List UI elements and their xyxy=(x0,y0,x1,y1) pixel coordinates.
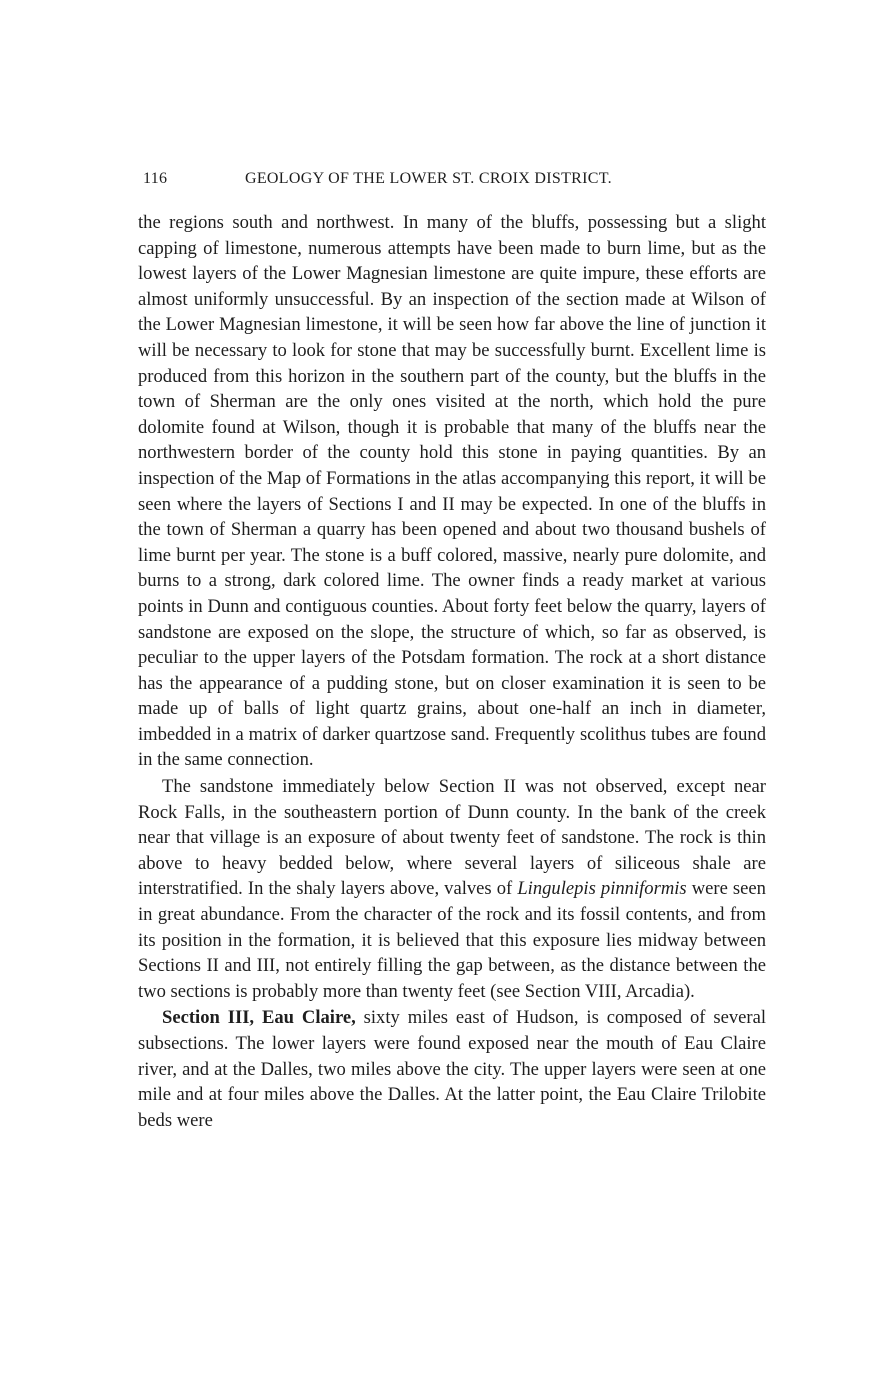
section-heading: Section III, Eau Claire, xyxy=(162,1007,356,1029)
page-number: 116 xyxy=(143,170,168,187)
paragraph-3 xyxy=(138,1005,766,1133)
paragraph-2-text-a: The sandstone immediately below Section II was not observed, except near Rock Falls, in the southeastern portion of Dunn county. In the bank of the creek near that village is an exposure of about twenty feet of sandstone. The rock is thin above to heavy bedded below, where several layers of siliceous shale are interstratified. In the shaly layers above, valves of xyxy=(138,776,766,900)
species-name: Lingulepis pinniformis xyxy=(517,878,687,900)
paragraph-1-text: the regions south and northwest. In many of the bluffs, possessing but a slight capping of limestone, numerous attempts have been made to burn lime, but as the lowest layers of the Lower Magnesian limestone are quite impure, these efforts are almost uniformly unsuccessful. By an inspection of the section made at Wilson of the Lower Magnesian limestone, it will be seen how far above the line of junction it will be necessary to look for stone that may be successfully burnt. Excellent lime is produced from this horizon in the southern part of the county, but the bluffs in the town of Sherman are the only ones visited at the north, which hold the pure dolomite found at Wilson, though it is probable that many of the bluffs near the northwestern border of the county hold this stone in paying quantities. By an inspection of the Map of Formations in the atlas accompanying this report, it will be seen where the layers of Sections I and II may be expected. In one of the bluffs in the town of Sherman a quarry has been opened and about two thousand bushels of lime burnt per year. The stone is a buff colored, massive, nearly pure dolomite, and burns to a strong, dark colored lime. The owner finds a ready market at various points in Dunn and contiguous counties. About forty feet below the quarry, layers of sandstone are exposed on the slope, the structure of which, so far as observed, is peculiar to the upper layers of the Potsdam formation. The rock at a short distance has the appearance of a pudding stone, but on closer examination it is seen to be made up of balls of light quartz grains, about one-half an inch in diameter, imbedded in a matrix of darker quartzose sand. Frequently scolithus tubes are found in the same connection. xyxy=(138,212,766,771)
running-title: GEOLOGY OF THE LOWER ST. CROIX DISTRICT. xyxy=(245,170,612,187)
paragraph-2-text-b: were seen in great abundance. From the character of the rock and its fossil contents, and from its position in the formation, it is believed that this exposure lies midway between Sections II and III, not entirely filling the gap between, as the distance between the two sections is probably more than twenty feet (see Section VIII, Arcadia). xyxy=(138,878,766,1002)
paragraph-2 xyxy=(138,774,766,1004)
paragraph-3-text: sixty miles east of Hudson, is composed of several subsections. The lower layers were found exposed near the mouth of Eau Claire river, and at the Dalles, two miles above the city. The upper layers were seen at one mile and at four miles above the Dalles. At the latter point, the Eau Claire Trilobite beds were xyxy=(138,1007,766,1131)
paragraph-1 xyxy=(138,210,766,773)
page-header xyxy=(143,170,766,194)
body-text xyxy=(138,210,766,1133)
